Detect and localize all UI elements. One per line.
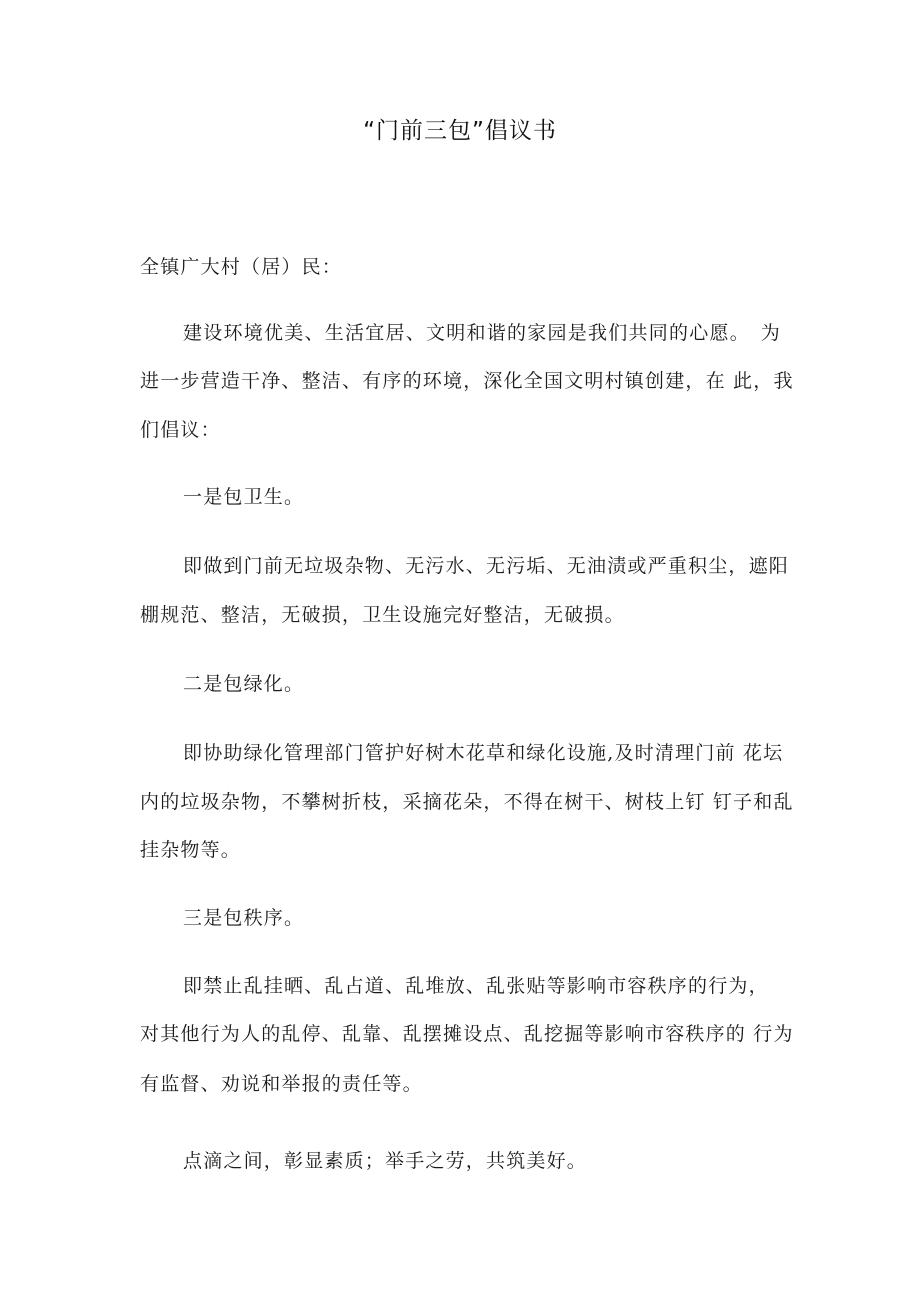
item3-body-line-2: 对其他行为人的乱停、乱靠、乱摆摊设点、乱挖掘等影响市容秩序的 行为: [140, 1023, 794, 1045]
item3-heading: 三是包秩序。: [183, 907, 305, 929]
item3-body-line-1: 即禁止乱挂晒、乱占道、乱堆放、乱张贴等影响市容秩序的行为，: [183, 975, 769, 997]
intro-line-2: 进一步营造干净、整洁、有序的环境，深化全国文明村镇创建，在 此，我: [140, 370, 794, 392]
item1-heading: 一是包卫生。: [183, 486, 305, 508]
salutation: 全镇广大村（居）民：: [140, 256, 343, 278]
intro-line-1: 建设环境优美、生活宜居、文明和谐的家园是我们共同的心愿。 为: [183, 322, 781, 344]
item3-body-line-3: 有监督、劝说和举报的责任等。: [140, 1073, 423, 1095]
closing-line: 点滴之间，彰显素质；举手之劳，共筑美好。: [183, 1150, 588, 1172]
item1-body-line-2: 棚规范、整洁，无破损，卫生设施完好整洁，无破损。: [140, 604, 625, 626]
item2-body-line-3: 挂杂物等。: [140, 839, 242, 861]
item1-body-line-1: 即做到门前无垃圾杂物、无污水、无污垢、无油渍或严重积尘，遮阳: [183, 555, 790, 577]
item2-body-line-2: 内的垃圾杂物，不攀树折枝，采摘花朵，不得在树干、树枝上钉 钉子和乱: [140, 791, 794, 813]
item2-heading: 二是包绿化。: [183, 673, 305, 695]
document-title: “门前三包”倡议书: [363, 118, 557, 144]
item2-body-line-1: 即协助绿化管理部门管护好树木花草和绿化设施,及时清理门前 花坛: [183, 742, 784, 764]
intro-line-3: 们倡议：: [140, 419, 221, 441]
